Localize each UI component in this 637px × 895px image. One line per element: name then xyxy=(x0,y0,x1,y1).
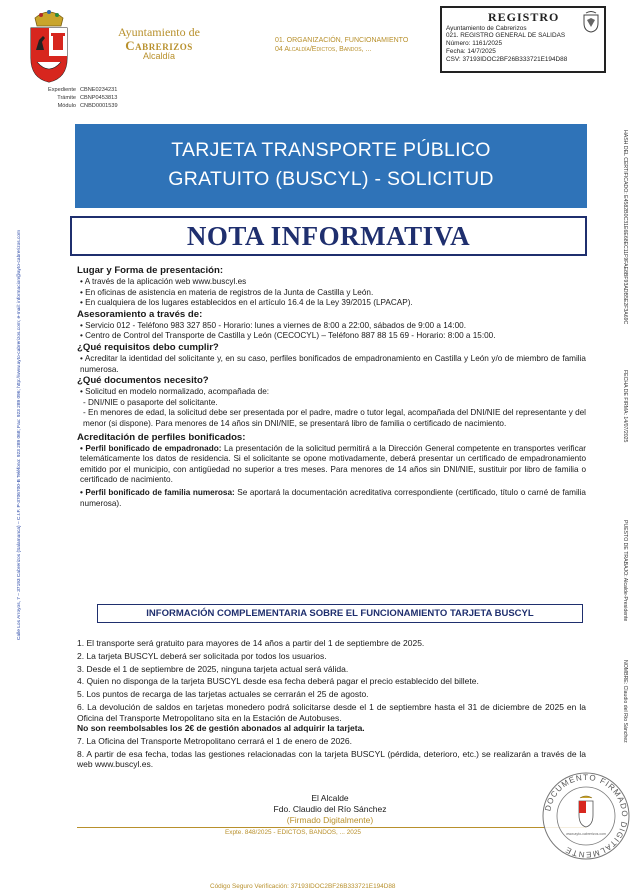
side-puesto-value: Alcalde-Presidente xyxy=(622,577,628,622)
section-heading: ¿Qué documentos necesito? xyxy=(77,375,209,387)
signature-name: Fdo. Claudio del Río Sánchez xyxy=(273,804,387,814)
info-item: 1. El transporte será gratuito para mayores de 14 años a partir del 1 de septiembre de 2025. xyxy=(77,638,425,648)
info-item xyxy=(77,702,586,723)
info-item-bold: No son reembolsables los 2€ de gestión abonados al adquirir la tarjeta. xyxy=(77,723,365,734)
side-nombre-row xyxy=(622,660,628,743)
registro-title: REGISTRO xyxy=(488,10,560,24)
municipal-crest-logo xyxy=(27,6,71,84)
side-signature-info xyxy=(622,130,628,324)
digital-signature-stamp xyxy=(541,771,631,861)
acred1-label: • Perfil bonificado de empadronado: xyxy=(80,443,222,453)
info-box-heading: INFORMACIÓN COMPLEMENTARIA SOBRE EL FUNCIONAMIENTO TARJETA BUSCYL xyxy=(97,604,583,623)
registro-line: Número: 1161/2025 xyxy=(446,40,503,48)
list-item: • Solicitud en modelo normalizado, acompañada de: xyxy=(80,387,270,397)
list-item: • Servicio 012 - Teléfono 983 327 850 - Horario: lunes a viernes de 8:00 a 22:00, sábados de 9:00 a 14:00. xyxy=(80,320,466,330)
info-item: 4. Quien no disponga de la tarjeta BUSCYL desde esa fecha deberá pagar el precio establecido del billete. xyxy=(77,676,479,687)
meta-row xyxy=(38,102,118,110)
signature-block xyxy=(220,793,440,826)
list-item: • En oficinas de asistencia en materia de registros de la Junta de Castilla y León. xyxy=(80,287,374,297)
banner-line2: GRATUITO (BUSCYL) - SOLICITUD xyxy=(168,168,494,191)
footer-expediente: Expte. 848/2025 - EDICTOS, BANDOS, ... 2025 xyxy=(225,829,361,836)
registro-line: CSV: 37193IDOC2BF26B333721E194D88 xyxy=(446,55,568,63)
section-heading: Lugar y Forma de presentación: xyxy=(77,265,224,276)
list-item: • Centro de Control del Transporte de Castilla y León (CECOCYL) – Teléfono 887 88 15 69 - Horario: 8:00 a 15:00. xyxy=(80,331,496,341)
registro-box xyxy=(440,6,606,73)
list-item: - En menores de edad, la solicitud debe ser presentada por el padre, madre o tutor legal, acompañada del DNI/NIE del representante y del menor (si dispone). Para menores de 14 años sin DNI/NIE, se presentará libro de familia o certificado de nacimiento. xyxy=(83,408,586,428)
side-hash-key: HASH DEL CERTIFICADO: xyxy=(622,130,628,194)
side-fecha-key: FECHA DE FIRMA: xyxy=(622,370,628,415)
info-item: 2. La tarjeta BUSCYL deberá ser solicitada por todos los usuarios. xyxy=(77,650,327,661)
organization-name xyxy=(96,26,222,62)
list-item: • Acreditar la identidad del solicitante y, en su caso, perfiles bonificados de empadronamiento en Castilla y León y/o de miembro de familia numerosa. xyxy=(80,353,586,374)
side-hash-row xyxy=(622,130,628,324)
info-item: 3. Desde el 1 de septiembre de 2025, ninguna tarjeta actual será válida. xyxy=(77,663,349,674)
nota-informativa-title: NOTA INFORMATIVA xyxy=(70,216,587,256)
registro-line: 021. REGISTRO GENERAL DE SALIDAS xyxy=(446,32,566,40)
list-item xyxy=(77,444,586,486)
meta-value: CBNE0234231 xyxy=(80,87,118,93)
info-list xyxy=(77,638,586,772)
acred2-text: Se aportará la documentación acreditativa correspondiente (certificado, título o carné de familia numerosa). xyxy=(80,487,586,508)
section-heading: Asesoramiento a través de: xyxy=(77,308,203,320)
registro-line: Fecha: 14/7/2025 xyxy=(446,48,496,56)
category xyxy=(275,36,408,55)
acred1-text: La presentación de la solicitud permitirá a la Dirección General competente en transportes verificar telemáticamente los datos de residencia. Si el solicitante se opone motivadamente, deberá presentar un certificado de empadronamiento emitido por el municipio, con antigüedad no superior a tres meses. Para menores de 14 años sin DNI/NIE, sustituir por libro de familia o certificado de nacimiento. xyxy=(80,443,586,485)
stamp-url: www.ayto-cabrerizos.com xyxy=(566,832,606,836)
meta-value: CNBD0001539 xyxy=(80,103,118,110)
list-item: - DNI/NIE o pasaporte del solicitante. xyxy=(83,397,218,407)
footer-divider xyxy=(77,827,586,828)
file-meta xyxy=(38,86,118,110)
acred2-label: • Perfil bonificado de familia numerosa: xyxy=(80,487,235,497)
meta-value: CBNP0453813 xyxy=(80,95,118,102)
side-puesto-row xyxy=(622,520,628,621)
section-heading: ¿Qué requisitos debo cumplir? xyxy=(77,341,219,353)
side-nombre-value: Claudio del Río Sánchez xyxy=(622,685,628,743)
registro-line: Ayuntamiento de Cabrerizos xyxy=(446,24,527,32)
side-puesto-key: PUESTO DE TRABAJO: xyxy=(622,520,628,577)
org-line2: Cabrerizos xyxy=(125,37,193,53)
category-line1: 01. ORGANIZACIÓN, FUNCIONAMIENTO xyxy=(275,37,409,44)
info-item: 7. La Oficina del Transporte Metropolitano cerrará el 1 de enero de 2026. xyxy=(77,735,353,746)
category-line2: 04 Alcaldía/Edictos, Bandos, ... xyxy=(275,46,372,54)
org-line3: Alcaldía xyxy=(142,51,176,62)
info-item: 5. Los puntos de recarga de las tarjetas actuales se cerrarán el 25 de agosto. xyxy=(77,689,369,700)
stamp-crest-icon xyxy=(579,796,593,827)
side-address-text: Calle Los Arroyos, 7 – 37193 Cabrerizos (Salamanca) – C.I.F. P-3706700-B Teléfono: 923 289 068; Fax: 923 289 096; http://www.ayto-cabrerizos.com; e-mail: informacion@ayto-cabrerizos.com xyxy=(17,229,22,640)
signature-role: El Alcalde xyxy=(311,793,349,803)
banner-line1: TARJETA TRANSPORTE PÚBLICO xyxy=(171,139,491,161)
org-line1: Ayuntamiento de xyxy=(118,25,200,39)
side-nombre-key: NOMBRE: xyxy=(622,660,628,685)
title-banner xyxy=(75,124,587,208)
registro-seal-icon xyxy=(582,11,600,33)
info-item: 8. A partir de esa fecha, todas las gestiones relacionadas con la tarjeta BUSCYL (pérdida, deterioro, etc.) se realizarán a través de la web www.buscyl.es. xyxy=(77,748,586,770)
item6-text: 6. La devolución de saldos en tarjetas monedero podrá solicitarse desde el 1 de septiembre hasta el 31 de diciembre de 2025 en la Oficina del Transporte Metropolitano sita en la Estación de Autobuses. xyxy=(77,701,586,723)
side-fecha-value: 14/07/2025 xyxy=(622,416,628,443)
side-hash-value: E4582B0C31E6E68EC11F9FAE8BF93ADB5E2F3A69C xyxy=(622,195,628,325)
section-heading: Acreditación de perfiles bonificados: xyxy=(77,431,246,443)
list-item xyxy=(77,488,586,509)
meta-row xyxy=(38,94,118,102)
document-body xyxy=(77,265,586,509)
side-fecha-row xyxy=(622,370,628,442)
signature-digital-note: (Firmado Digitalmente) xyxy=(286,815,374,825)
meta-row xyxy=(38,86,118,94)
list-item: • En cualquiera de los lugares establecidos en el artículo 16.4 de la Ley 39/2015 (LPACAP). xyxy=(80,298,413,308)
meta-key: Expediente xyxy=(48,87,76,93)
meta-key: Módulo xyxy=(57,103,76,110)
list-item: • A través de la aplicación web www.buscyl.es xyxy=(80,277,247,286)
footer-csv: Código Seguro Verificación: 37193IDOC2BF26B333721E194D88 xyxy=(210,883,396,890)
meta-key: Trámite xyxy=(57,95,76,102)
stamp-ring-text: DOCUMENTO FIRMADO DIGITALMENTE xyxy=(543,772,630,860)
